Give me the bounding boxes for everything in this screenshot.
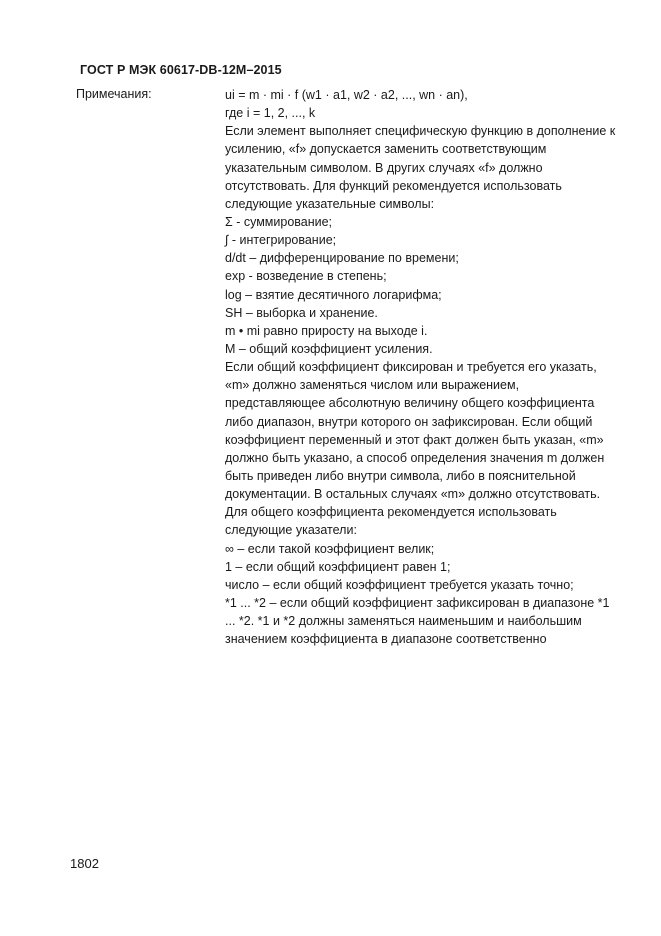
notes-line: коэффициент переменный и этот факт должен быть указан, «m» <box>225 432 604 447</box>
notes-line: быть приведен либо внутри символа, либо в пояснительной <box>225 468 576 483</box>
notes-line: число – если общий коэффициент требуется указать точно; <box>225 577 574 592</box>
notes-line: ∞ – если такой коэффициент велик; <box>225 541 435 556</box>
notes-line: exp - возведение в степень; <box>225 269 387 284</box>
notes-line: Если элемент выполняет специфическую функцию в дополнение к <box>225 124 616 139</box>
notes-line: 1 – если общий коэффициент равен 1; <box>225 559 451 574</box>
notes-line: указательным символом. В других случаях «f» должно <box>225 160 543 175</box>
notes-line: Для общего коэффициента рекомендуется использовать <box>225 505 557 520</box>
notes-body <box>225 86 645 648</box>
notes-line: Σ - суммирование; <box>225 214 333 229</box>
notes-line: усилению, «f» допускается заменить соответствующим <box>225 142 547 157</box>
notes-line: где i = 1, 2, ..., k <box>225 106 316 121</box>
notes-line: «m» должно заменяться числом или выражением, <box>225 378 520 393</box>
notes-line: d/dt – дифференцирование по времени; <box>225 251 459 266</box>
notes-line: log – взятие десятичного логарифма; <box>225 287 442 302</box>
page-number: 1802 <box>70 856 99 871</box>
notes-line: ∫ - интегрирование; <box>225 233 337 248</box>
notes-line: *1 ... *2 – если общий коэффициент зафиксирован в диапазоне *1 <box>225 595 610 610</box>
notes-line: m • mi равно приросту на выходе i. <box>225 323 428 338</box>
notes-line: ui = m · mi · f (w1 · a1, w2 · a2, ..., wn · an), <box>225 88 468 102</box>
notes-line: ... *2. *1 и *2 должны заменяться наименьшим и наибольшим <box>225 614 582 629</box>
notes-line: либо диапазон, внутри которого он зафиксирован. Если общий <box>225 414 593 429</box>
notes-line: следующие указатели: <box>225 523 357 538</box>
notes-line: значением коэффициента в диапазоне соответственно <box>225 632 547 647</box>
notes-line: представляющее абсолютную величину общего коэффициента <box>225 396 595 411</box>
notes-line: должно быть указано, а способ определения значения m должен <box>225 450 605 465</box>
document-header: ГОСТ Р МЭК 60617-DB-12M–2015 <box>80 63 282 77</box>
notes-line: M – общий коэффициент усиления. <box>225 341 433 356</box>
notes-line: следующие указательные символы: <box>225 196 435 211</box>
notes-line: документации. В остальных случаях «m» должно отсутствовать. <box>225 487 601 502</box>
notes-line: отсутствовать. Для функций рекомендуется использовать <box>225 178 562 193</box>
notes-line: Если общий коэффициент фиксирован и требуется его указать, <box>225 360 597 375</box>
notes-line: SH – выборка и хранение. <box>225 305 378 320</box>
notes-label: Примечания: <box>76 87 152 101</box>
